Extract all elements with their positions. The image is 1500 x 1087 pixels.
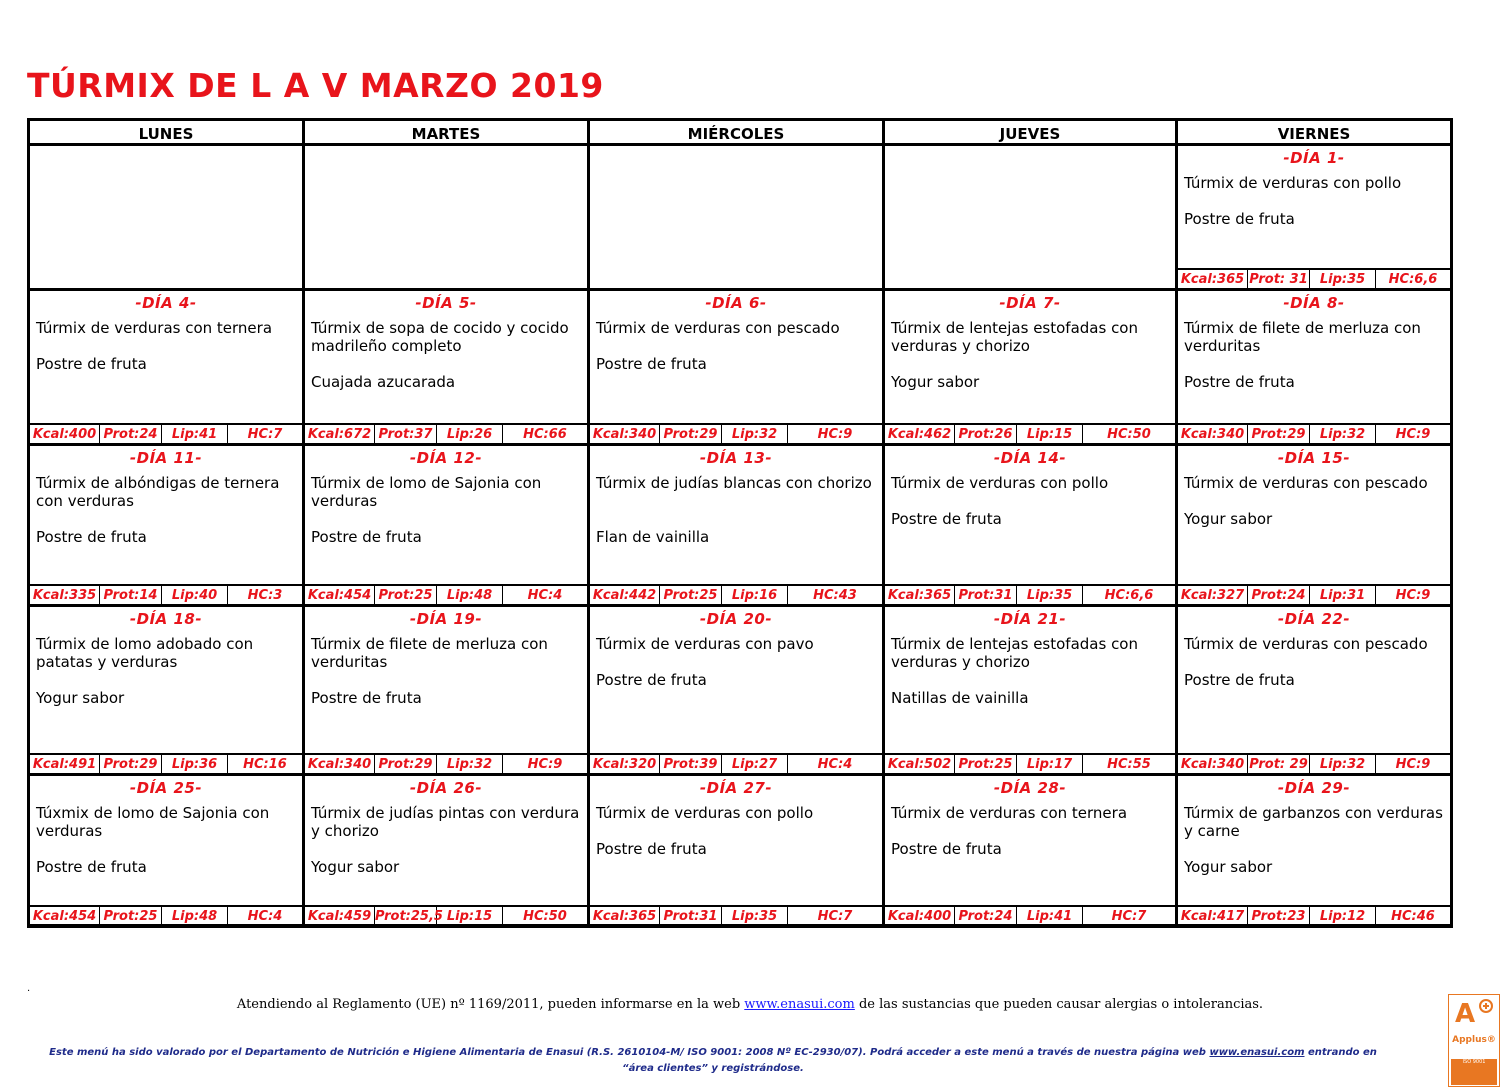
dish-name: Túxmix de lomo de Sajonia con verduras xyxy=(36,804,270,840)
carbs-value: HC:55 xyxy=(1107,757,1151,772)
day-cell xyxy=(885,146,1178,291)
day-cell xyxy=(305,446,590,607)
nutrition-row xyxy=(590,423,882,443)
nutrition-row xyxy=(305,905,587,925)
lipid-value: Lip:35 xyxy=(1017,586,1083,604)
kcal-value: Kcal:327 xyxy=(1178,586,1248,604)
dessert-name: Natillas de vainilla xyxy=(891,689,1029,707)
dish-name: Túrmix de lentejas estofadas con verduras y chorizo xyxy=(891,635,1138,671)
protein-value: Prot:26 xyxy=(955,425,1017,443)
dish-name: Túrmix de verduras con pollo xyxy=(596,804,814,822)
lipid-value: Lip:17 xyxy=(1017,755,1083,773)
nutrition-row xyxy=(30,905,302,925)
dish-name: Túrmix de verduras con ternera xyxy=(891,804,1128,822)
lipid-value: Lip:48 xyxy=(162,907,228,925)
carbs-value: HC:6,6 xyxy=(1388,272,1438,287)
carbs-value: HC:4 xyxy=(247,909,283,924)
weekday-header-5: VIERNES xyxy=(1277,125,1351,143)
lipid-value: Lip:32 xyxy=(1310,425,1376,443)
lipid-value: Lip:12 xyxy=(1310,907,1376,925)
carbs-value: HC:9 xyxy=(1395,757,1431,772)
dessert-name: Postre de fruta xyxy=(36,858,147,876)
protein-value: Prot:39 xyxy=(660,755,722,773)
weekday-header-4: JUEVES xyxy=(885,121,1178,143)
dessert-name: Postre de fruta xyxy=(36,528,147,546)
day-number: -DÍA 21- xyxy=(993,610,1067,628)
day-cell xyxy=(885,776,1178,925)
dessert-name: Yogur sabor xyxy=(1184,510,1273,528)
nutrition-row xyxy=(590,584,882,604)
dish-name: Túrmix de judías blancas con chorizo xyxy=(596,474,872,492)
dessert-name: Yogur sabor xyxy=(36,689,125,707)
nutrition-notice xyxy=(38,1045,1388,1077)
kcal-value: Kcal:365 xyxy=(1178,270,1248,288)
dessert-name: Postre de fruta xyxy=(1184,671,1295,689)
day-number: -DÍA 5- xyxy=(415,294,477,312)
carbs-value: HC:66 xyxy=(523,427,567,442)
protein-value: Prot:25 xyxy=(375,586,437,604)
dish-name: Túrmix de filete de merluza con verduritas xyxy=(311,635,548,671)
dessert-name: Postre de fruta xyxy=(36,355,147,373)
day-number: -DÍA 4- xyxy=(135,294,197,312)
dessert-name: Postre de fruta xyxy=(891,840,1002,858)
day-cell xyxy=(590,146,885,291)
dish-name: Túrmix de lomo adobado con patatas y verduras xyxy=(36,635,254,671)
carbs-value: HC:4 xyxy=(817,757,853,772)
weekday-header-3: MIÉRCOLES xyxy=(590,121,885,143)
nutrition-row xyxy=(305,584,587,604)
day-cell xyxy=(1178,446,1450,607)
day-number: -DÍA 25- xyxy=(129,779,203,797)
lipid-value: Lip:35 xyxy=(1310,270,1376,288)
kcal-value: Kcal:320 xyxy=(590,755,660,773)
dish-name: Túrmix de verduras con ternera xyxy=(36,319,273,337)
day-number: -DÍA 20- xyxy=(699,610,773,628)
day-number: -DÍA 1- xyxy=(1283,149,1345,167)
nutrition-row xyxy=(30,423,302,443)
dessert-name: Yogur sabor xyxy=(1184,858,1273,876)
day-cell xyxy=(30,776,305,925)
nutrition-row xyxy=(590,753,882,773)
nutrition-row xyxy=(590,905,882,925)
day-number: -DÍA 28- xyxy=(993,779,1067,797)
kcal-value: Kcal:340 xyxy=(590,425,660,443)
dish-name: Túrmix de filete de merluza con verduritas xyxy=(1184,319,1421,355)
dessert-name: Yogur sabor xyxy=(311,858,400,876)
lipid-value: Lip:48 xyxy=(437,586,503,604)
weekday-header-2: MARTES xyxy=(305,121,590,143)
lipid-value: Lip:15 xyxy=(1017,425,1083,443)
kcal-value: Kcal:400 xyxy=(30,425,100,443)
carbs-value: HC:43 xyxy=(813,588,857,603)
day-number: -DÍA 13- xyxy=(699,449,773,467)
dish-name: Túrmix de albóndigas de ternera con verduras xyxy=(36,474,280,510)
iso-band: ISO 9001 xyxy=(1451,1059,1497,1085)
lipid-value: Lip:35 xyxy=(722,907,788,925)
lipid-value: Lip:41 xyxy=(162,425,228,443)
kcal-value: Kcal:491 xyxy=(30,755,100,773)
dish-name: Túrmix de verduras con pollo xyxy=(1184,174,1402,192)
day-cell xyxy=(590,607,885,776)
lipid-value: Lip:40 xyxy=(162,586,228,604)
dessert-name: Postre de fruta xyxy=(1184,373,1295,391)
day-number: -DÍA 22- xyxy=(1277,610,1351,628)
dish-name: Túrmix de verduras con pescado xyxy=(1184,635,1428,653)
protein-value: Prot:24 xyxy=(100,425,162,443)
day-cell xyxy=(30,607,305,776)
day-number: -DÍA 12- xyxy=(409,449,483,467)
kcal-value: Kcal:459 xyxy=(305,907,375,925)
nutrition-row xyxy=(1178,268,1450,288)
kcal-value: Kcal:400 xyxy=(885,907,955,925)
day-cell xyxy=(590,776,885,925)
protein-value: Prot:29 xyxy=(660,425,722,443)
nutrition-row xyxy=(1178,753,1450,773)
protein-value: Prot:29 xyxy=(1248,425,1310,443)
day-cell xyxy=(305,146,590,291)
kcal-value: Kcal:502 xyxy=(885,755,955,773)
applus-logo-letter: A xyxy=(1455,999,1476,1029)
carbs-value: HC:9 xyxy=(817,427,853,442)
lipid-value: Lip:32 xyxy=(722,425,788,443)
day-cell xyxy=(885,291,1178,446)
carbs-value: HC:9 xyxy=(1395,427,1431,442)
dish-name: Túrmix de sopa de cocido y cocido madrileño completo xyxy=(311,319,569,355)
nutrition-row xyxy=(305,753,587,773)
protein-value: Prot:25 xyxy=(100,907,162,925)
lipid-value: Lip:41 xyxy=(1017,907,1083,925)
dish-name: Túrmix de verduras con pavo xyxy=(596,635,814,653)
day-cell xyxy=(1178,776,1450,925)
applus-certification-logo xyxy=(1448,994,1500,1087)
dessert-name: Postre de fruta xyxy=(311,689,422,707)
dish-name: Túrmix de lomo de Sajonia con verduras xyxy=(311,474,542,510)
lipid-value: Lip:27 xyxy=(722,755,788,773)
carbs-value: HC:46 xyxy=(1391,909,1435,924)
allergen-notice xyxy=(0,997,1500,1012)
dessert-name: Yogur sabor xyxy=(891,373,980,391)
dessert-name: Flan de vainilla xyxy=(596,528,710,546)
carbs-value: HC:6,6 xyxy=(1104,588,1154,603)
menu-calendar xyxy=(27,118,1453,928)
dish-name: Túrmix de lentejas estofadas con verduras y chorizo xyxy=(891,319,1138,355)
day-cell xyxy=(30,291,305,446)
dish-name: Túrmix de verduras con pescado xyxy=(1184,474,1428,492)
nutrition-row xyxy=(885,753,1175,773)
carbs-value: HC:7 xyxy=(247,427,283,442)
carbs-value: HC:7 xyxy=(817,909,853,924)
enasui-link[interactable]: www.enasui.com xyxy=(744,997,855,1012)
weekday-header-1: LUNES xyxy=(30,121,305,143)
day-number: -DÍA 26- xyxy=(409,779,483,797)
day-number: -DÍA 7- xyxy=(999,294,1061,312)
allergen-notice-text-end: de las sustancias que pueden causar alergias o intolerancias. xyxy=(854,997,1264,1012)
day-cell xyxy=(590,291,885,446)
nutrition-row xyxy=(305,423,587,443)
carbs-value: HC:4 xyxy=(527,588,563,603)
day-number: -DÍA 14- xyxy=(993,449,1067,467)
kcal-value: Kcal:454 xyxy=(305,586,375,604)
nutrition-row xyxy=(1178,905,1450,925)
kcal-value: Kcal:462 xyxy=(885,425,955,443)
kcal-value: Kcal:454 xyxy=(30,907,100,925)
nutrition-row xyxy=(885,423,1175,443)
dessert-name: Postre de fruta xyxy=(596,671,707,689)
kcal-value: Kcal:442 xyxy=(590,586,660,604)
kcal-value: Kcal:365 xyxy=(885,586,955,604)
protein-value: Prot:25 xyxy=(955,755,1017,773)
day-number: -DÍA 6- xyxy=(705,294,767,312)
protein-value: Prot:37 xyxy=(375,425,437,443)
kcal-value: Kcal:335 xyxy=(30,586,100,604)
lipid-value: Lip:36 xyxy=(162,755,228,773)
protein-value: Prot:25,5 xyxy=(375,909,443,924)
dessert-name: Postre de fruta xyxy=(1184,210,1295,228)
day-cell xyxy=(305,607,590,776)
dessert-name: Postre de fruta xyxy=(596,355,707,373)
kcal-value: Kcal:340 xyxy=(305,755,375,773)
day-cell xyxy=(30,446,305,607)
protein-value: Prot:31 xyxy=(660,907,722,925)
day-cell xyxy=(30,146,305,291)
carbs-value: HC:9 xyxy=(527,757,563,772)
carbs-value: HC:16 xyxy=(243,757,287,772)
nutrition-row xyxy=(1178,584,1450,604)
lipid-value: Lip:31 xyxy=(1310,586,1376,604)
day-number: -DÍA 18- xyxy=(129,610,203,628)
protein-value: Prot:29 xyxy=(100,755,162,773)
kcal-value: Kcal:417 xyxy=(1178,907,1248,925)
day-cell xyxy=(885,446,1178,607)
lipid-value: Lip:16 xyxy=(722,586,788,604)
lipid-value: Lip:32 xyxy=(1310,755,1376,773)
plus-icon xyxy=(1479,999,1493,1013)
dish-name: Túrmix de garbanzos con verduras y carne xyxy=(1184,804,1443,840)
nutrition-row xyxy=(30,584,302,604)
kcal-value: Kcal:340 xyxy=(1178,755,1248,773)
day-cell xyxy=(305,291,590,446)
nutrition-notice-text: Este menú ha sido valorado por el Departamento de Nutrición e Higiene Alimentaria de Enasui (R.S. 2610104-M/ ISO 9001: 2008 Nº EC-2930/07). Podrá acceder a este menú a través de nuestra página web xyxy=(49,1047,1210,1058)
dish-name: Túrmix de verduras con pollo xyxy=(891,474,1109,492)
kcal-value: Kcal:365 xyxy=(590,907,660,925)
carbs-value: HC:50 xyxy=(523,909,567,924)
kcal-value: Kcal:340 xyxy=(1178,425,1248,443)
protein-value: Prot:24 xyxy=(955,907,1017,925)
day-cell xyxy=(1178,291,1450,446)
day-number: -DÍA 29- xyxy=(1277,779,1351,797)
carbs-value: HC:50 xyxy=(1107,427,1151,442)
protein-value: Prot:25 xyxy=(660,586,722,604)
nutrition-row xyxy=(30,753,302,773)
dessert-name: Postre de fruta xyxy=(596,840,707,858)
enasui-link-2[interactable]: www.enasui.com xyxy=(1209,1047,1305,1058)
protein-value: Prot:31 xyxy=(955,586,1017,604)
nutrition-row xyxy=(885,584,1175,604)
day-number: -DÍA 15- xyxy=(1277,449,1351,467)
protein-value: Prot:29 xyxy=(375,755,437,773)
allergen-notice-text: Atendiendo al Reglamento (UE) nº 1169/2011, pueden informarse en la web xyxy=(236,997,745,1012)
day-number: -DÍA 19- xyxy=(409,610,483,628)
protein-value: Prot:23 xyxy=(1248,907,1310,925)
kcal-value: Kcal:672 xyxy=(305,425,375,443)
nutrition-notice-text-end: entrando en “área clientes” y registrándose. xyxy=(622,1047,1377,1074)
dessert-name: Postre de fruta xyxy=(891,510,1002,528)
nutrition-row xyxy=(885,905,1175,925)
protein-value: Prot:24 xyxy=(1248,586,1310,604)
applus-brand: Applus® xyxy=(1452,1035,1496,1045)
day-cell xyxy=(1178,146,1450,291)
carbs-value: HC:3 xyxy=(247,588,283,603)
carbs-value: HC:7 xyxy=(1111,909,1147,924)
protein-value: Prot: 29 xyxy=(1248,755,1310,773)
day-cell xyxy=(1178,607,1450,776)
day-cell xyxy=(885,607,1178,776)
day-cell xyxy=(590,446,885,607)
day-number: -DÍA 8- xyxy=(1283,294,1345,312)
lipid-value: Lip:32 xyxy=(437,755,503,773)
protein-value: Prot:14 xyxy=(100,586,162,604)
nutrition-row xyxy=(1178,423,1450,443)
day-number: -DÍA 27- xyxy=(699,779,773,797)
day-cell xyxy=(305,776,590,925)
carbs-value: HC:9 xyxy=(1395,588,1431,603)
lipid-value: Lip:15 xyxy=(437,907,503,925)
dessert-name: Cuajada azucarada xyxy=(311,373,456,391)
weekday-header-row xyxy=(30,121,1450,146)
page-title: TÚRMIX DE L A V MARZO 2019 xyxy=(27,66,604,105)
footer-dot: . xyxy=(27,983,31,994)
dish-name: Túrmix de judías pintas con verdura y chorizo xyxy=(311,804,580,840)
dessert-name: Postre de fruta xyxy=(311,528,422,546)
day-number: -DÍA 11- xyxy=(129,449,203,467)
lipid-value: Lip:26 xyxy=(437,425,503,443)
dish-name: Túrmix de verduras con pescado xyxy=(596,319,840,337)
protein-value: Prot: 31 xyxy=(1248,270,1310,288)
